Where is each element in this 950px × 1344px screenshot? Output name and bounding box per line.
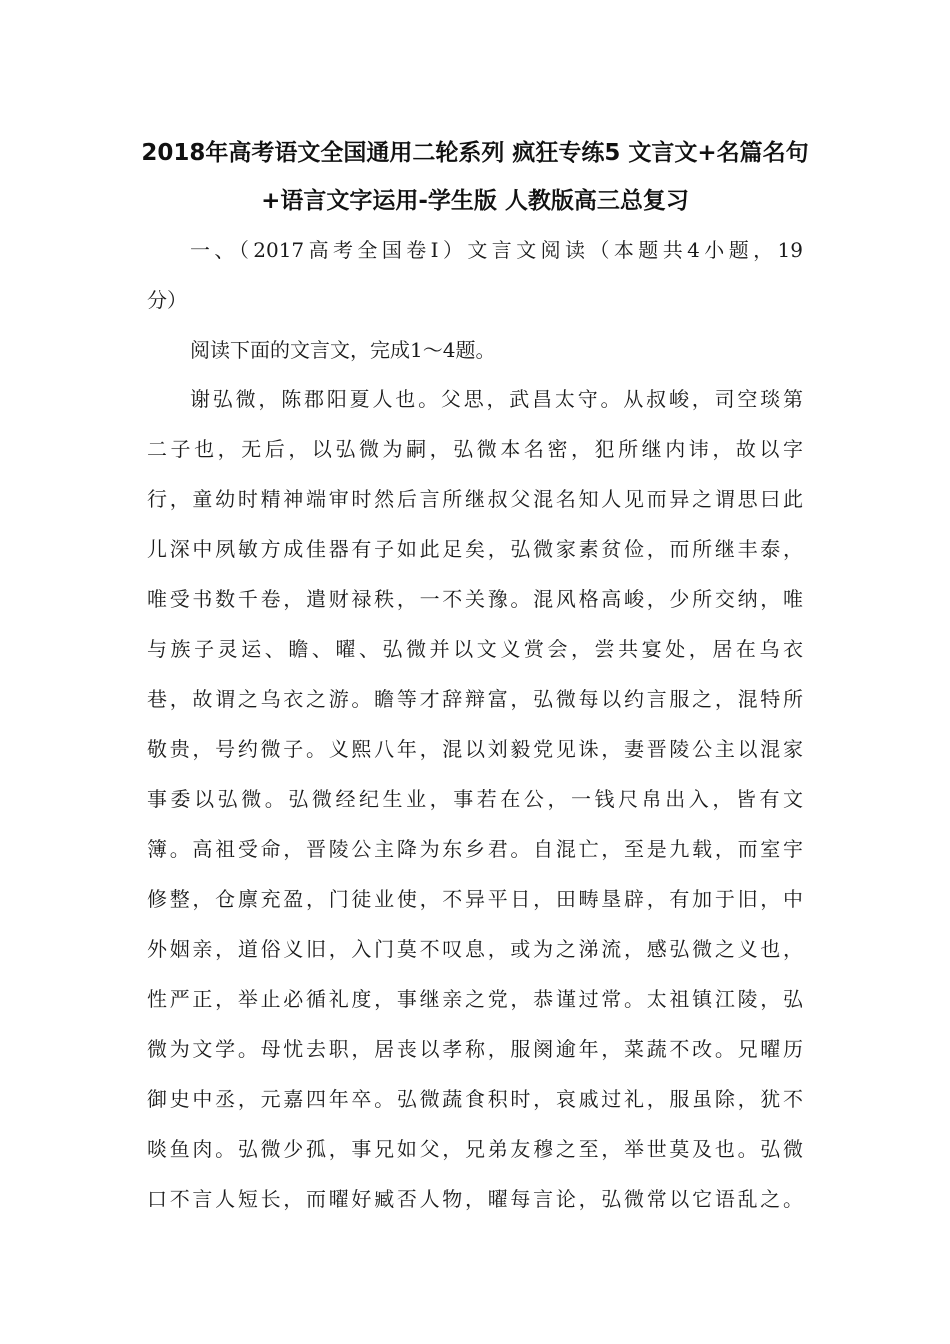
section-heading-line-1: 一、（2017高考全国卷Ⅰ）文言文阅读（本题共4小题，19 (190, 238, 803, 262)
passage-line: 微为文学。母忧去职，居丧以孝称，服阕逾年，菜蔬不改。兄曜历 (147, 1037, 803, 1061)
passage-line: 外姻亲，道俗义旧，入门莫不叹息，或为之涕流，感弘微之义也， (147, 937, 803, 961)
passage-line: 修整，仓廪充盈，门徒业使，不异平日，田畴垦辟，有加于旧，中 (147, 887, 803, 911)
passage-line: 行，童幼时精神端审时然后言所继叔父混名知人见而异之谓思曰此 (147, 487, 803, 511)
document-title-line-2: +语言文字运用-学生版 人教版高三总复习 (261, 188, 689, 214)
section-heading-line-2: 分） (147, 288, 187, 312)
passage-line: 唯受书数千卷，遣财禄秩，一不关豫。混风格高峻，少所交纳，唯 (147, 587, 803, 611)
passage-line: 性严正，举止必循礼度，事继亲之党，恭谨过常。太祖镇江陵，弘 (147, 987, 803, 1011)
passage-line: 二子也，无后，以弘微为嗣，弘微本名密，犯所继内讳，故以字 (147, 437, 803, 461)
passage-line: 啖鱼肉。弘微少孤，事兄如父，兄弟友穆之至，举世莫及也。弘微 (147, 1137, 803, 1161)
passage-line: 御史中丞，元嘉四年卒。弘微蔬食积时，哀戚过礼，服虽除，犹不 (147, 1087, 803, 1111)
instruction-text: 阅读下面的文言文，完成1～4题。 (190, 338, 496, 362)
document-title-line-1: 2018年高考语文全国通用二轮系列 疯狂专练5 文言文+名篇名句 (141, 140, 809, 166)
passage-line: 簿。高祖受命，晋陵公主降为东乡君。自混亡，至是九载，而室宇 (147, 837, 803, 861)
passage-line: 巷，故谓之乌衣之游。瞻等才辞辩富，弘微每以约言服之，混特所 (147, 687, 803, 711)
passage-line: 事委以弘微。弘微经纪生业，事若在公，一钱尺帛出入，皆有文 (147, 787, 803, 811)
passage-line: 敬贵，号约微子。义熙八年，混以刘毅党见诛，妻晋陵公主以混家 (147, 737, 803, 761)
passage-line: 谢弘微，陈郡阳夏人也。父思，武昌太守。从叔峻，司空琰第 (190, 387, 803, 411)
passage-line: 儿深中夙敏方成佳器有子如此足矣，弘微家素贫俭，而所继丰泰， (147, 537, 803, 561)
passage-line: 口不言人短长，而曜好臧否人物，曜每言论，弘微常以它语乱之。 (147, 1187, 803, 1211)
passage-line: 与族子灵运、瞻、曜、弘微并以文义赏会，尝共宴处，居在乌衣 (147, 637, 803, 661)
